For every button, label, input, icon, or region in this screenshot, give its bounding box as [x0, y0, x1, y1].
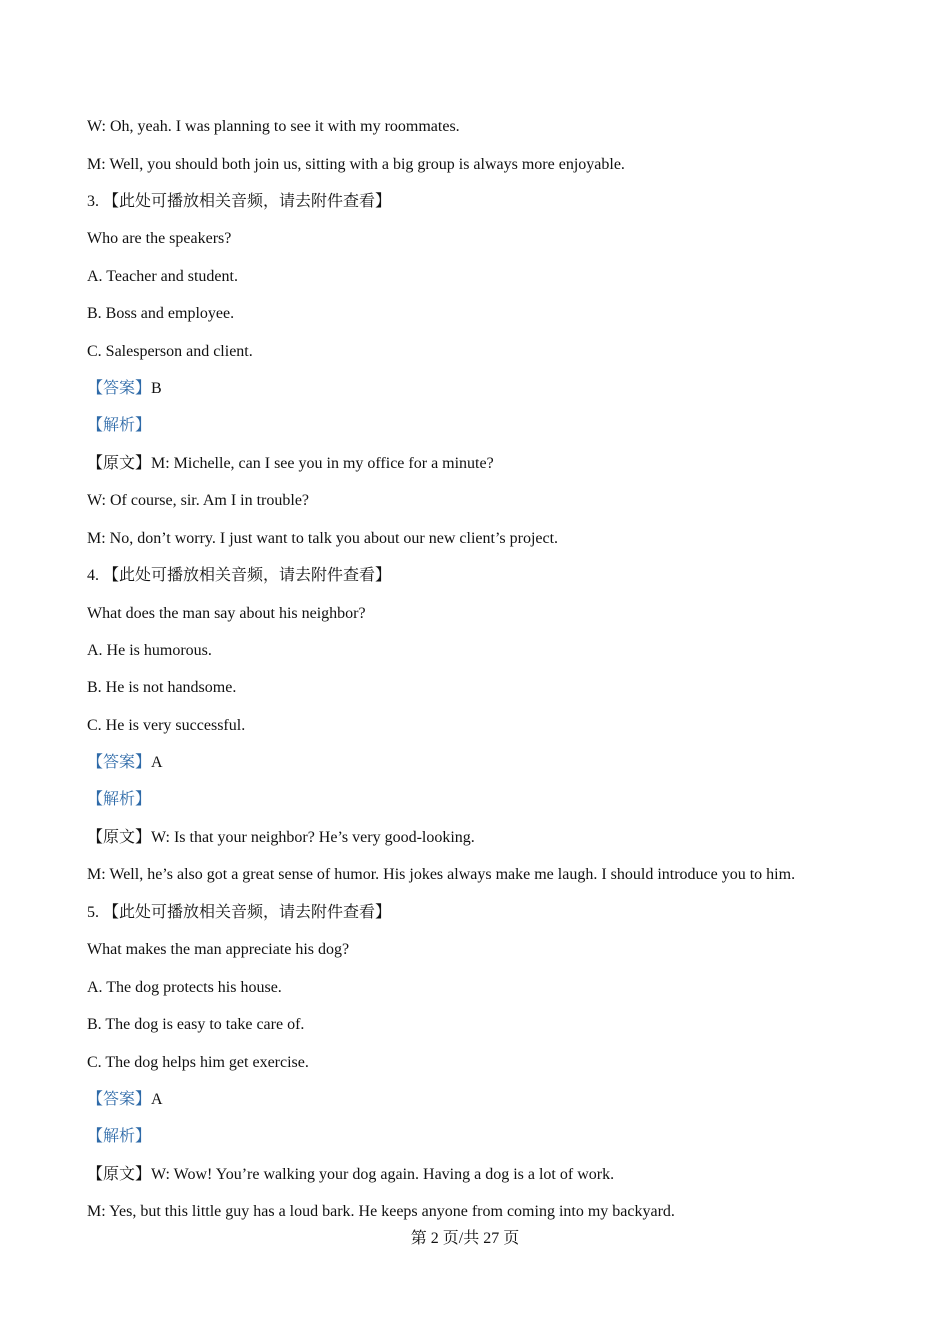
analysis-line — [87, 790, 151, 810]
question-text: Who are the speakers? — [87, 230, 232, 247]
transcript-line: 【原文】W: Is that your neighbor? He’s very good-looking. — [87, 829, 475, 846]
answer-tag: 【答案】 — [87, 754, 152, 771]
answer-value: A — [151, 754, 163, 771]
option-b: B. The dog is easy to take care of. — [87, 1016, 305, 1033]
answer-tag: 【答案】 — [87, 1091, 152, 1108]
option-c: C. Salesperson and client. — [87, 343, 253, 360]
transcript-line: 【原文】W: Wow! You’re walking your dog again. Having a dog is a lot of work. — [87, 1166, 615, 1183]
dialogue-line: W: Of course, sir. Am I in trouble? — [87, 492, 310, 509]
dialogue-line: W: Oh, yeah. I was planning to see it with my roommates. — [87, 118, 460, 135]
option-c: C. The dog helps him get exercise. — [87, 1054, 309, 1071]
answer-line — [87, 379, 162, 399]
question-text: What does the man say about his neighbor? — [87, 605, 366, 622]
transcript-line: 【原文】M: Michelle, can I see you in my office for a minute? — [87, 455, 494, 472]
option-a: A. The dog protects his house. — [87, 979, 282, 996]
dialogue-line: M: No, don’t worry. I just want to talk you about our new client’s project. — [87, 530, 559, 547]
option-c: C. He is very successful. — [87, 717, 246, 734]
answer-line — [87, 1090, 163, 1110]
answer-value: B — [151, 380, 162, 397]
answer-line — [87, 753, 163, 773]
answer-value: A — [151, 1091, 163, 1108]
dialogue-line: M: Well, he’s also got a great sense of humor. His jokes always make me laugh. I should introduce you to him. — [87, 866, 796, 883]
analysis-tag: 【解析】 — [87, 417, 152, 434]
dialogue-line: M: Yes, but this little guy has a loud bark. He keeps anyone from coming into my backyard. — [87, 1203, 675, 1220]
option-a: A. He is humorous. — [87, 642, 212, 659]
question-text: What makes the man appreciate his dog? — [87, 941, 350, 958]
analysis-tag: 【解析】 — [87, 1128, 152, 1145]
page-footer: 第 2 页/共 27 页 — [410, 1230, 520, 1247]
question-number: 5. 【此处可播放相关音频，请去附件查看】 — [87, 904, 392, 921]
question-number: 3. 【此处可播放相关音频，请去附件查看】 — [87, 193, 392, 210]
analysis-line — [87, 416, 151, 436]
analysis-line — [87, 1127, 151, 1147]
question-number: 4. 【此处可播放相关音频，请去附件查看】 — [87, 567, 392, 584]
option-b: B. Boss and employee. — [87, 305, 235, 322]
analysis-tag: 【解析】 — [87, 791, 152, 808]
option-b: B. He is not handsome. — [87, 679, 237, 696]
dialogue-line: M: Well, you should both join us, sitting with a big group is always more enjoyable. — [87, 156, 625, 173]
option-a: A. Teacher and student. — [87, 268, 238, 285]
answer-tag: 【答案】 — [87, 380, 152, 397]
